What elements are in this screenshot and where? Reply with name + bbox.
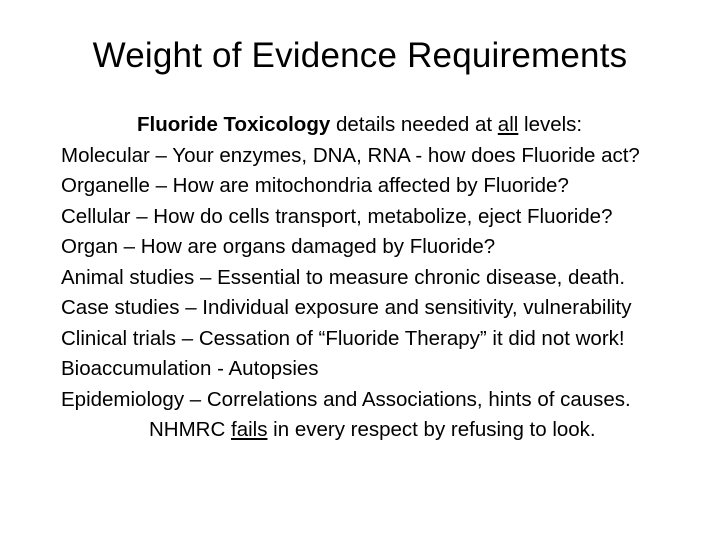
item-animal-studies: Animal studies – Essential to measure chronic disease, death. [61, 265, 626, 289]
intro-end-text: levels: [518, 113, 583, 136]
item-molecular: Molecular – Your enzymes, DNA, RNA - how does Fluoride act? [61, 143, 640, 167]
closing-start-text: NHMRC [149, 418, 231, 441]
closing-end-text: in every respect by refusing to look. [267, 418, 596, 441]
item-case-studies: Case studies – Individual exposure and sensitivity, vulnerability [61, 296, 632, 319]
item-clinical-trials: Clinical trials – Cessation of “Fluoride Therapy” it did not work! [61, 326, 625, 350]
item-bioaccumulation: Bioaccumulation - Autopsies [61, 357, 319, 380]
slide-body [61, 110, 706, 446]
closing-underlined-text: fails [231, 418, 268, 441]
slide-title: Weight of Evidence Requirements [92, 36, 628, 75]
closing-line [61, 415, 706, 446]
intro-bold-text: Fluoride Toxicology [137, 113, 331, 136]
item-cellular: Cellular – How do cells transport, metabolize, eject Fluoride? [61, 204, 613, 228]
item-epidemiology: Epidemiology – Correlations and Associations, hints of causes. [61, 387, 631, 411]
item-organelle: Organelle – How are mitochondria affected by Fluoride? [61, 174, 569, 197]
intro-line [61, 110, 706, 141]
intro-underlined-text: all [497, 113, 519, 136]
intro-middle-text: details needed at [330, 113, 498, 136]
item-organ: Organ – How are organs damaged by Fluoride? [61, 235, 496, 258]
